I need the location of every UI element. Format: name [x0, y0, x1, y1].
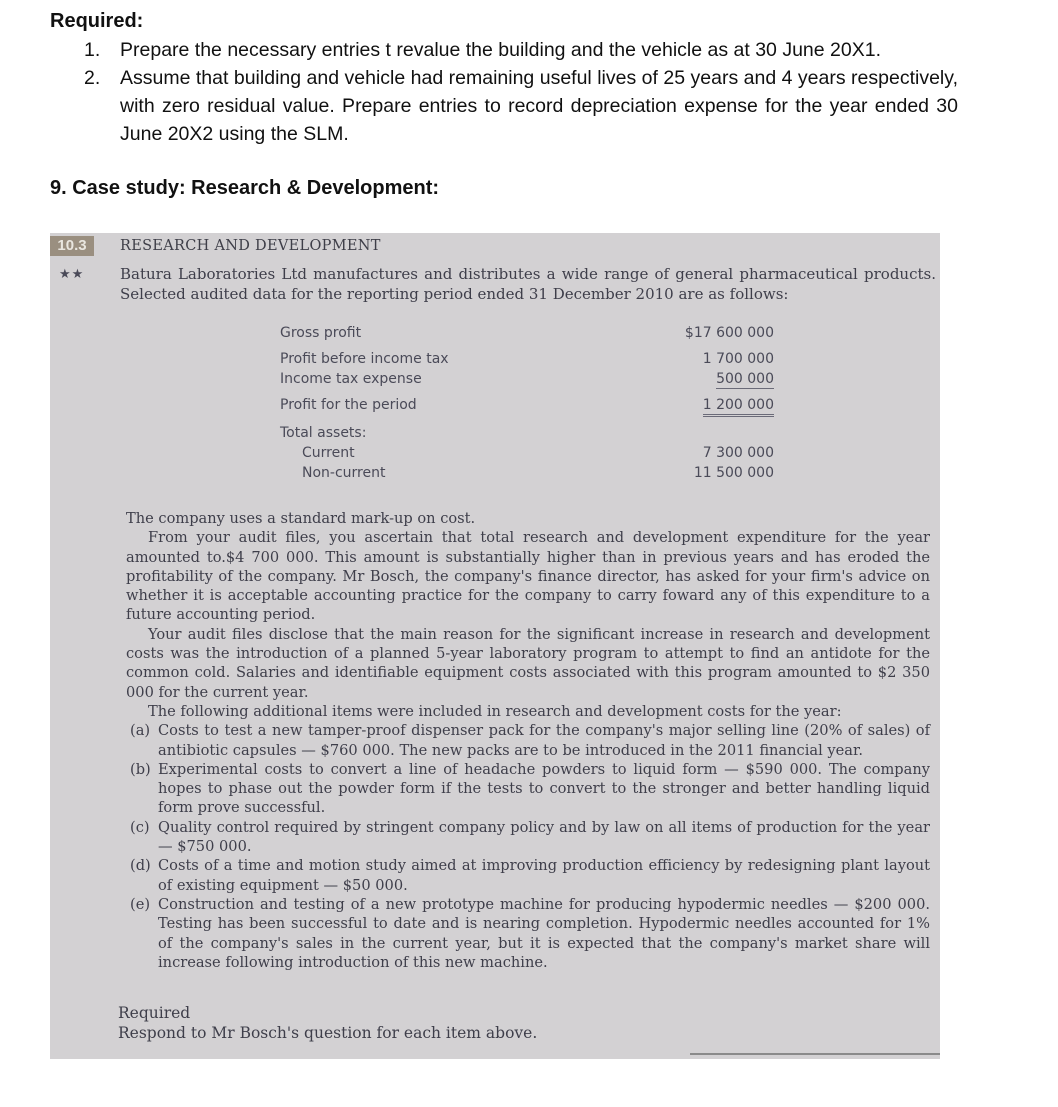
financial-value: 7 300 000: [702, 445, 774, 461]
cost-item-text: Costs of a time and motion study aimed at improving production efficiency by redesigning plant layout of existing equipment — $50 000.: [158, 857, 930, 894]
item-number: 2.: [84, 67, 101, 89]
cost-item-letter: (e): [130, 895, 151, 913]
financial-label: Total assets:: [280, 425, 367, 441]
case-paragraph: Your audit files disclose that the main reason for the significant increase in research and development costs was the introduction of a planned 5-year laboratory program to attempt to find an antidote for the common cold. Salaries and identifiable equipment costs associated with this program amounted to $2 350 000 for the current year.: [126, 625, 930, 701]
cost-item-text: Costs to test a new tamper-proof dispenser pack for the company's major selling line (20% of sales) of antibiotic capsules — $760 000. The new packs are to be introduced in the 2011 financial year.: [158, 722, 930, 759]
exercise-number-badge: 10.3: [50, 236, 94, 256]
financial-value: 1 700 000: [702, 351, 774, 367]
item-number: 1.: [84, 39, 101, 61]
financial-label: Non-current: [302, 465, 386, 481]
required-item: [78, 36, 958, 64]
financial-label: Profit for the period: [280, 397, 417, 413]
cost-item-text: Quality control required by stringent company policy and by law on all items of production for the year — $750 000.: [158, 818, 930, 856]
item-text: Assume that building and vehicle had remaining useful lives of 25 years and 4 years respectively, with zero residual value. Prepare entries to record depreciation expense for the year ended 30 June 20X2 using the SLM.: [120, 67, 958, 145]
case-study-title: 9. Case study: Research & Development:: [50, 177, 440, 199]
financial-row: [280, 465, 780, 485]
financial-label: Gross profit: [280, 325, 362, 341]
required-list: [78, 36, 958, 148]
financial-row: [280, 371, 780, 391]
cost-item: [126, 895, 930, 972]
cost-item-text: Construction and testing of a new prototype machine for producing hypodermic needles — $200 000. Testing has been successful to date and is nearing completion. Hypodermic needles accounted for 1% of the company's sales in the current year, but it is expected that the company's market share will increase following introduction of this new machine.: [158, 895, 930, 971]
financial-value: 500 000: [716, 371, 774, 387]
cost-item-text: Experimental costs to convert a line of headache powders to liquid form — $590 000. The company hopes to phase out the powder form if the tests to convert to the stronger and better handling liquid form prove successful.: [158, 760, 930, 817]
difficulty-stars: ★★: [59, 267, 85, 282]
required-instruction: Respond to Mr Bosch's question for each item above.: [118, 1024, 538, 1042]
required-heading: Required:: [50, 10, 144, 32]
required-label: Required: [118, 1004, 191, 1022]
financial-value: 11 500 000: [693, 465, 774, 481]
financial-row: [280, 445, 780, 465]
exercise-title: RESEARCH AND DEVELOPMENT: [120, 238, 381, 254]
financial-label: Income tax expense: [280, 371, 422, 387]
required-item: [78, 64, 958, 148]
item-text: Prepare the necessary entries t revalue the building and the vehicle as at 30 June 20X1.: [120, 39, 881, 61]
page-edge-line: [690, 1053, 940, 1055]
financial-label: Profit before income tax: [280, 351, 449, 367]
cost-item: [126, 721, 930, 760]
financial-row: [280, 397, 780, 417]
financial-label: Current: [302, 445, 355, 461]
cost-item-letter: (c): [130, 818, 150, 836]
financial-row: [280, 425, 780, 445]
exercise-required: [118, 1003, 537, 1043]
scanned-textbook-page: [50, 233, 940, 1059]
cost-item: [126, 760, 930, 818]
cost-item: [126, 856, 930, 895]
cost-item: [126, 818, 930, 857]
cost-item-letter: (a): [130, 722, 151, 740]
cost-items-list: [126, 721, 930, 972]
exercise-intro: Batura Laboratories Ltd manufactures and distributes a wide range of general pharmaceutical products. Selected audited data for the reporting period ended 31 December 2010 are as follows:: [120, 265, 936, 303]
case-paragraph: From your audit files, you ascertain that total research and development expenditure for the year amounted to.$4 700 000. This amount is substantially higher than in previous years and has eroded the profitability of the company. Mr Bosch, the company's finance director, has asked for your firm's advice on whether it is acceptable accounting practice for the company to carry foward any of this expenditure to a future accounting period.: [126, 529, 930, 624]
case-paragraph: The following additional items were included in research and development costs for the year:: [148, 702, 842, 720]
cost-item-letter: (b): [130, 760, 151, 778]
financial-value: $17 600 000: [684, 325, 774, 341]
cost-item-letter: (d): [130, 857, 151, 875]
financial-row: [280, 325, 780, 345]
case-body: [126, 509, 930, 972]
financial-value: 1 200 000: [703, 397, 774, 417]
financial-row: [280, 351, 780, 371]
case-paragraph: The company uses a standard mark-up on cost.: [126, 510, 476, 527]
